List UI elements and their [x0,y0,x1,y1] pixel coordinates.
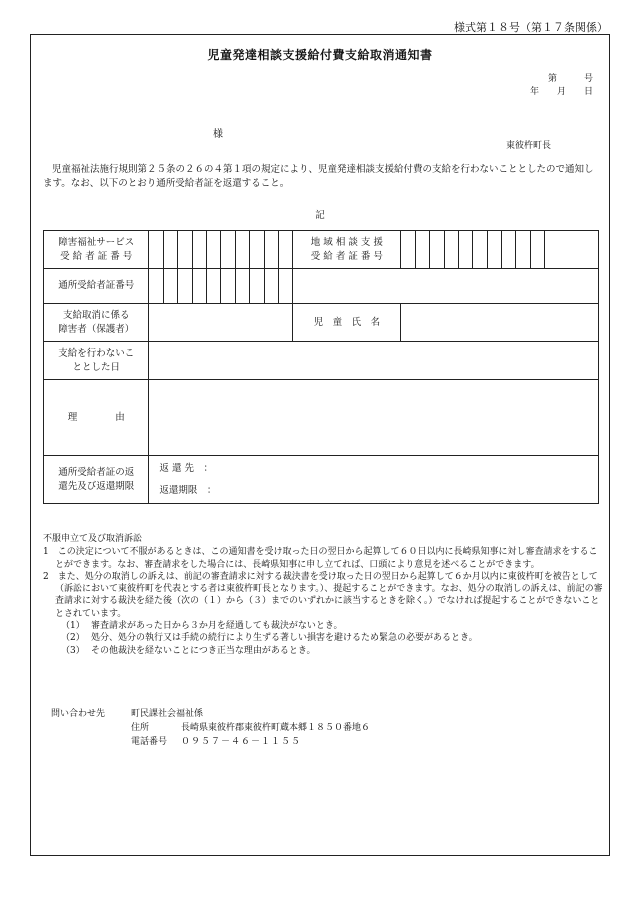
digit-cell[interactable] [163,231,177,269]
regional-cert-label: 地 域 相 談 支 援 受 給 者 証 番 号 [293,231,401,269]
phone-label: 電話番号 [131,737,168,747]
digit-cell[interactable] [250,231,264,269]
digit-cell[interactable] [235,231,249,269]
tsusho-cert-label: 通所受給者証番号 [44,269,149,304]
document-title: 児童発達相談支援給付費支給取消通知書 [207,48,433,62]
digit-cell[interactable] [221,231,235,269]
guardian-label: 支給取消に係る 障害者（保護者） [44,304,149,342]
digit-cell[interactable] [516,231,530,269]
notes-subitem: （3） その他裁決を経ないことにつき正当な理由があるとき。 [61,645,316,656]
digit-cell[interactable] [178,231,192,269]
digit-cell[interactable] [192,231,206,269]
body-text: 児童福祉法施行規則第２５条の２６の４第１項の規定により、児童発達相談支援給付費の支給を行わないこととしたので通知します。なお、以下のとおり通所受給者証を返還すること。 [43,164,594,189]
digit-cell[interactable] [278,269,292,304]
notes-item-2: 2 また、処分の取消しの訴えは、前記の審査請求に対する裁決書を受け取った日の翌日から起算して６か月以内に東彼杵町を被告として（訴訟において東彼杵町を代表とする者は東彼杵町長となります。）、提起することができます。なお、処分の取消しの訴えは、前記の審査請求に対する裁決を経た後（次の（１）から（３）までのいずれかに該当するときを除く。）でなければ提起することができないこととされています。 [43,571,603,619]
notes-subitem: （2） 処分、処分の執行又は手続の続行により生ずる著しい損害を避けるため緊急の必要があるとき。 [61,633,478,644]
empty-cell [545,231,599,269]
table-row [44,456,599,504]
return-label: 通所受給者証の返 還先及び返還期限 [44,456,149,504]
issuer: 東彼杵町長 [505,141,551,151]
empty-cell [293,269,599,304]
ki-label: 記 [315,210,325,221]
contact-block [51,707,370,749]
digit-cell[interactable] [206,231,220,269]
guardian-name-field[interactable] [149,304,293,342]
digit-cell[interactable] [206,269,220,304]
table-row [44,304,599,342]
digit-cell[interactable] [264,269,278,304]
notice-frame [30,34,610,856]
no-payment-date-field[interactable] [149,342,599,380]
digit-cell[interactable] [149,269,163,304]
date-label: 年 月 日 [529,87,593,97]
reason-label: 理 由 [44,380,149,456]
child-name-field[interactable] [401,304,599,342]
digit-cell[interactable] [458,231,472,269]
digit-cell[interactable] [149,231,163,269]
digit-cell[interactable] [250,269,264,304]
return-info-field[interactable] [149,456,599,504]
digit-cell[interactable] [192,269,206,304]
digit-cell[interactable] [415,231,429,269]
details-table [43,230,599,504]
no-payment-date-label: 支給を行わないこ ととした日 [44,342,149,380]
digit-cell[interactable] [163,269,177,304]
notes-item-1: 1 この決定について不服があるときは、この通知書を受け取った日の翌日から起算して６０日以内に長崎県知事に対し審査請求をすることができます。なお、審査請求をした場合には、長崎県知事に申し立てれば、口頭により意見を述べることができます。 [43,547,598,570]
service-cert-label: 障害福祉サービス 受 給 者 証 番 号 [44,231,149,269]
form-number: 様式第１８号（第１７条関係） [454,21,608,34]
addressee-suffix: 様 [213,129,223,140]
contact-dept: 町民課社会福祉係 [131,709,204,719]
digit-cell[interactable] [221,269,235,304]
digit-cell[interactable] [530,231,544,269]
digit-cell[interactable] [444,231,458,269]
address-value: 長崎県東彼杵郡東彼杵町蔵本郷１８５０番地６ [181,723,371,733]
table-row [44,231,599,269]
address-label: 住所 [131,723,150,733]
digit-cell[interactable] [473,231,487,269]
digit-cell[interactable] [178,269,192,304]
table-row [44,380,599,456]
digit-cell[interactable] [401,231,415,269]
number-label: 第 号 [547,74,593,84]
digit-cell[interactable] [235,269,249,304]
digit-cell[interactable] [487,231,501,269]
child-name-label: 児 童 氏 名 [293,304,401,342]
digit-cell[interactable] [278,231,292,269]
digit-cell[interactable] [264,231,278,269]
digit-cell[interactable] [502,231,516,269]
contact-label: 問い合わせ先 [51,709,106,719]
table-row [44,269,599,304]
return-to-label: 返 還 先 ： [159,462,213,474]
reason-field[interactable] [149,380,599,456]
notes-heading: 不服申立て及び取消訴訟 [43,534,143,544]
table-row [44,342,599,380]
digit-cell[interactable] [430,231,444,269]
notes-subitem: （1） 審査請求があった日から３か月を経過しても裁決がないとき。 [61,621,343,632]
phone-value: ０９５７－４６－１１５５ [181,737,302,747]
appeal-notes [43,533,603,657]
document-number-block [530,73,593,99]
return-deadline-label: 返還期限 ： [159,484,217,496]
